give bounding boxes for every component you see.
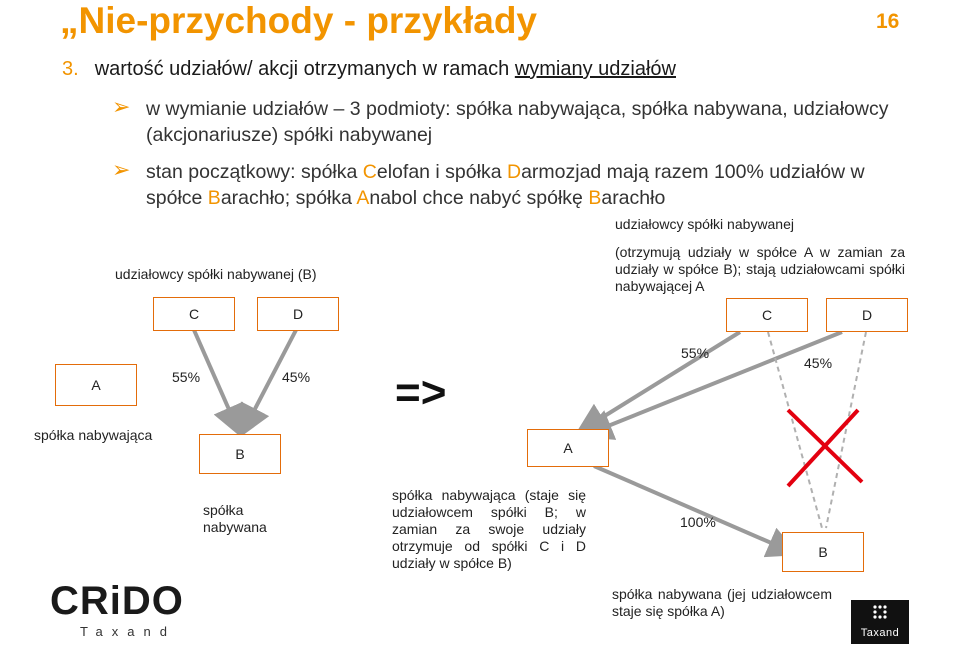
left-shareholders-label: udziałowcy spółki nabywanej (B) <box>115 266 317 282</box>
taxand-logo <box>851 600 909 644</box>
left-box-c: C <box>153 297 235 331</box>
right-acquired-note: spółka nabywana (jej udziałowcem staje się spółka A) <box>612 586 832 619</box>
slide-title: „Nie-przychody - przykłady <box>60 0 538 41</box>
bullet-2-part-1: C <box>362 161 377 183</box>
acquired-label: spółka nabywana <box>203 502 267 535</box>
arrow-c-to-b <box>194 330 238 430</box>
bullet-text-1: w wymianie udziałów – 3 podmioty: spółka nabywająca, spółka nabywana, udziałowcy (akcjonariusze) spółki nabywanej <box>146 98 889 146</box>
left-box-d: D <box>257 297 339 331</box>
bullet-2-part-3: D <box>506 161 522 183</box>
right-box-b: B <box>782 532 864 572</box>
bullet-2-part-7: A <box>356 187 370 209</box>
bullet-2-part-2: elofan i spółka <box>376 161 507 183</box>
right-title: udziałowcy spółki nabywanej <box>615 216 794 232</box>
section-text: wartość udziałów/ akcji otrzymanych w ramach <box>94 58 515 80</box>
acquirer-label: spółka nabywająca <box>34 427 153 443</box>
right-box-d: D <box>826 298 908 332</box>
right-box-a: A <box>527 429 609 467</box>
crido-logo <box>50 580 200 639</box>
crido-logo-text: CRiDO <box>50 579 184 623</box>
section-number: 3. <box>62 58 79 80</box>
crido-logo-subtext: Taxand <box>80 624 176 639</box>
right-pct-c: 55% <box>681 345 710 361</box>
bullet-2-part-8: nabol chce nabyć spółkę <box>369 187 589 209</box>
section-text-underlined: wymiany udziałów <box>514 58 676 80</box>
bullet-2-part-6: arachło; spółka <box>220 187 357 209</box>
bullet-2-part-4: armozjad mają razem 100% udziałów w spółce <box>146 161 865 209</box>
bullet-2-part-5: B <box>207 187 221 209</box>
chevron-bullet-icon: ➢ <box>112 94 131 119</box>
taxand-logo-text: Taxand <box>860 627 900 639</box>
chevron-bullet-icon: ➢ <box>112 157 131 182</box>
left-box-a: A <box>55 364 137 406</box>
left-box-b: B <box>199 434 281 474</box>
bullet-2-part-10: arachło <box>601 187 666 209</box>
bullet-2-part-0: stan początkowy: spółka <box>146 161 363 183</box>
page-number: 16 <box>876 10 900 33</box>
left-pct-c: 55% <box>172 369 201 385</box>
right-pct-d: 45% <box>804 355 833 371</box>
arrow-a-to-b <box>594 466 792 552</box>
right-pct-a: 100% <box>680 514 716 530</box>
taxand-dots-icon <box>873 605 887 619</box>
right-subtitle: (otrzymują udziały w spółce A w zamian za udziały w spółce B); stają udziałowcami spółki nabywającej A <box>615 244 905 294</box>
transition-arrow: => <box>395 368 447 417</box>
bullet-2-part-9: B <box>588 187 602 209</box>
right-box-c: C <box>726 298 808 332</box>
left-pct-d: 45% <box>282 369 311 385</box>
middle-note: spółka nabywająca (staje się udziałowcem spółki B; w zamian za swoje udziały otrzymuje od spółki C i D udziały w spółce B) <box>392 487 586 571</box>
